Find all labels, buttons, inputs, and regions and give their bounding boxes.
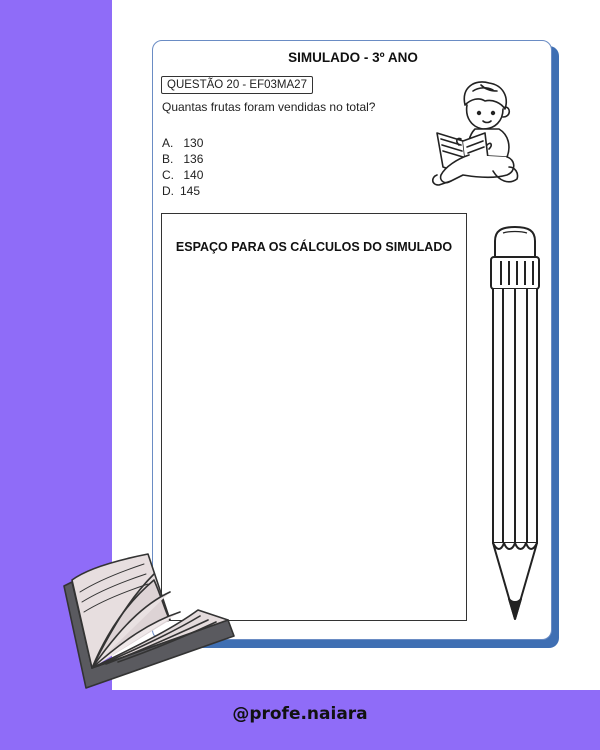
option-letter: C. — [162, 168, 174, 182]
answer-options — [162, 135, 203, 199]
worksheet-title: SIMULADO - 3º ANO — [288, 50, 418, 65]
pencil-icon — [483, 223, 547, 623]
author-handle: @profe.naiara — [232, 704, 368, 724]
option-value: 140 — [183, 168, 204, 182]
open-book-icon — [58, 550, 236, 700]
option-letter: D. — [162, 184, 174, 198]
option-value: 136 — [183, 152, 204, 166]
option-value: 145 — [180, 184, 201, 198]
question-text: Quantas frutas foram vendidas no total? — [162, 100, 376, 114]
question-code: QUESTÃO 20 - EF03MA27 — [161, 76, 313, 94]
option-letter: B. — [162, 152, 174, 166]
calculation-area-title: ESPAÇO PARA OS CÁLCULOS DO SIMULADO — [175, 240, 453, 254]
option-d[interactable] — [162, 183, 203, 199]
option-b[interactable] — [162, 151, 203, 167]
reading-child-icon — [423, 75, 523, 193]
option-value: 130 — [183, 136, 204, 150]
option-c[interactable] — [162, 167, 203, 183]
option-a[interactable] — [162, 135, 203, 151]
option-letter: A. — [162, 136, 174, 150]
